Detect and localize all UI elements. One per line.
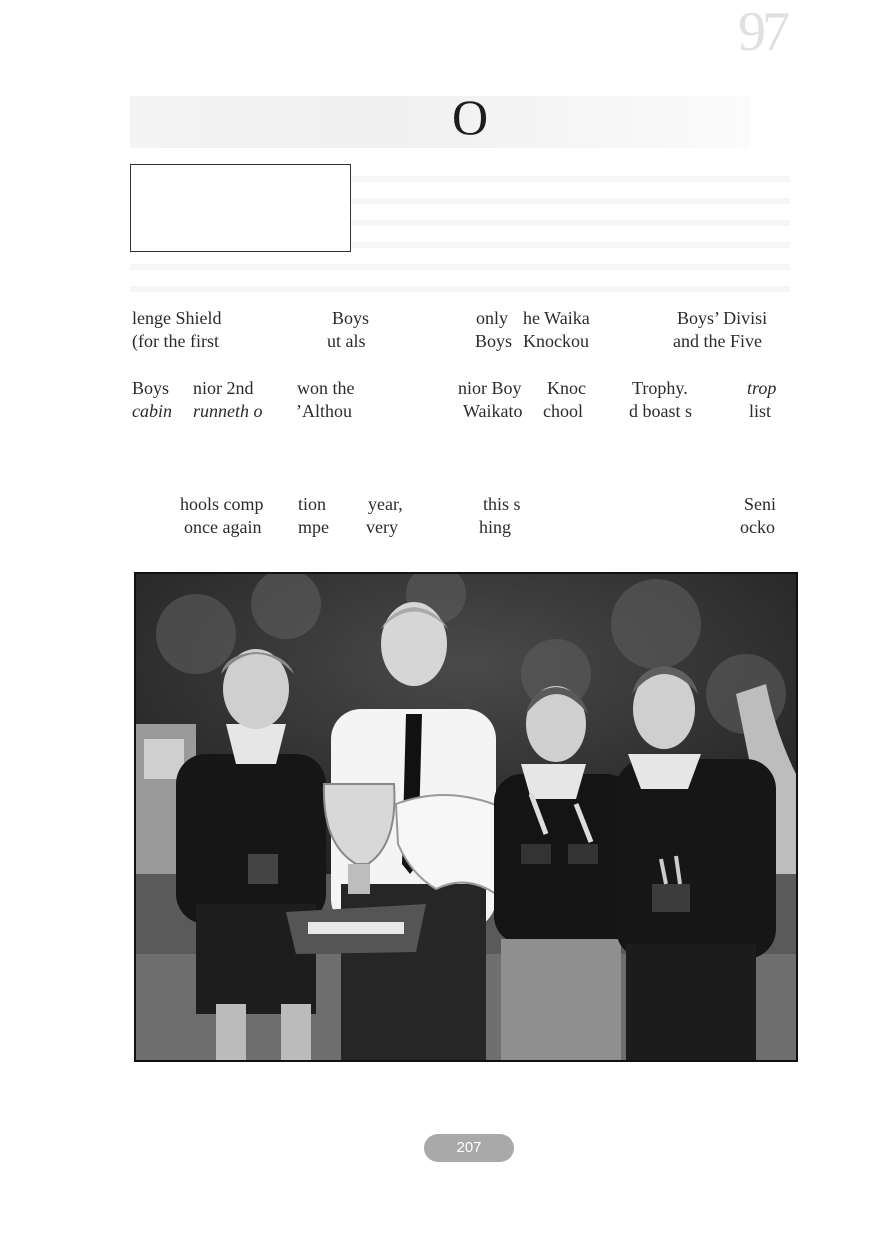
page-title-letter: O	[452, 89, 489, 145]
text-fragment: year,	[368, 494, 403, 514]
text-fragment: this s	[483, 494, 521, 514]
page-number: 207	[424, 1134, 514, 1162]
yearbook-year-mark: 97	[738, 1, 786, 63]
team-photo	[134, 572, 798, 1062]
text-fragment: and the Five	[673, 331, 762, 351]
text-fragment: hing	[479, 517, 512, 537]
text-fragment: he Waika	[523, 308, 590, 328]
text-fragment: nior Boy	[458, 378, 522, 398]
text-fragment: tion	[298, 494, 327, 514]
text-fragment: only	[476, 308, 509, 328]
text-fragment: cabin	[132, 401, 172, 421]
text-fragment: Waikato	[463, 401, 523, 421]
text-fragment: Boys	[132, 378, 170, 398]
text-fragment: Knockou	[523, 331, 589, 351]
text-fragment: won the	[297, 378, 355, 398]
text-fragment: Boys’ Divisi	[677, 308, 768, 328]
text-fragment: nior 2nd	[193, 378, 254, 398]
text-fragment: very	[366, 517, 398, 537]
text-fragment: trop	[747, 378, 777, 398]
empty-caption-box	[130, 164, 351, 252]
text-fragment: ocko	[740, 517, 775, 537]
text-fragment: mpe	[298, 517, 329, 537]
text-fragment: Boys	[332, 308, 370, 328]
text-fragment: runneth o	[193, 401, 263, 421]
text-fragment: Knoc	[547, 378, 586, 398]
faded-title-band	[130, 96, 750, 148]
text-fragment: lenge Shield	[132, 308, 222, 328]
text-fragment: ’Althou	[296, 401, 352, 421]
text-fragment: Boys	[475, 331, 513, 351]
text-fragment: chool	[543, 401, 583, 421]
text-fragment: ut als	[327, 331, 366, 351]
text-fragment: Trophy.	[632, 378, 688, 398]
text-fragment: Seni	[744, 494, 777, 514]
text-fragment: list	[749, 401, 772, 421]
text-fragment: d boast s	[629, 401, 692, 421]
text-fragment: hools comp	[180, 494, 264, 514]
text-fragment: (for the first	[132, 331, 219, 351]
text-fragment: once again	[184, 517, 262, 537]
